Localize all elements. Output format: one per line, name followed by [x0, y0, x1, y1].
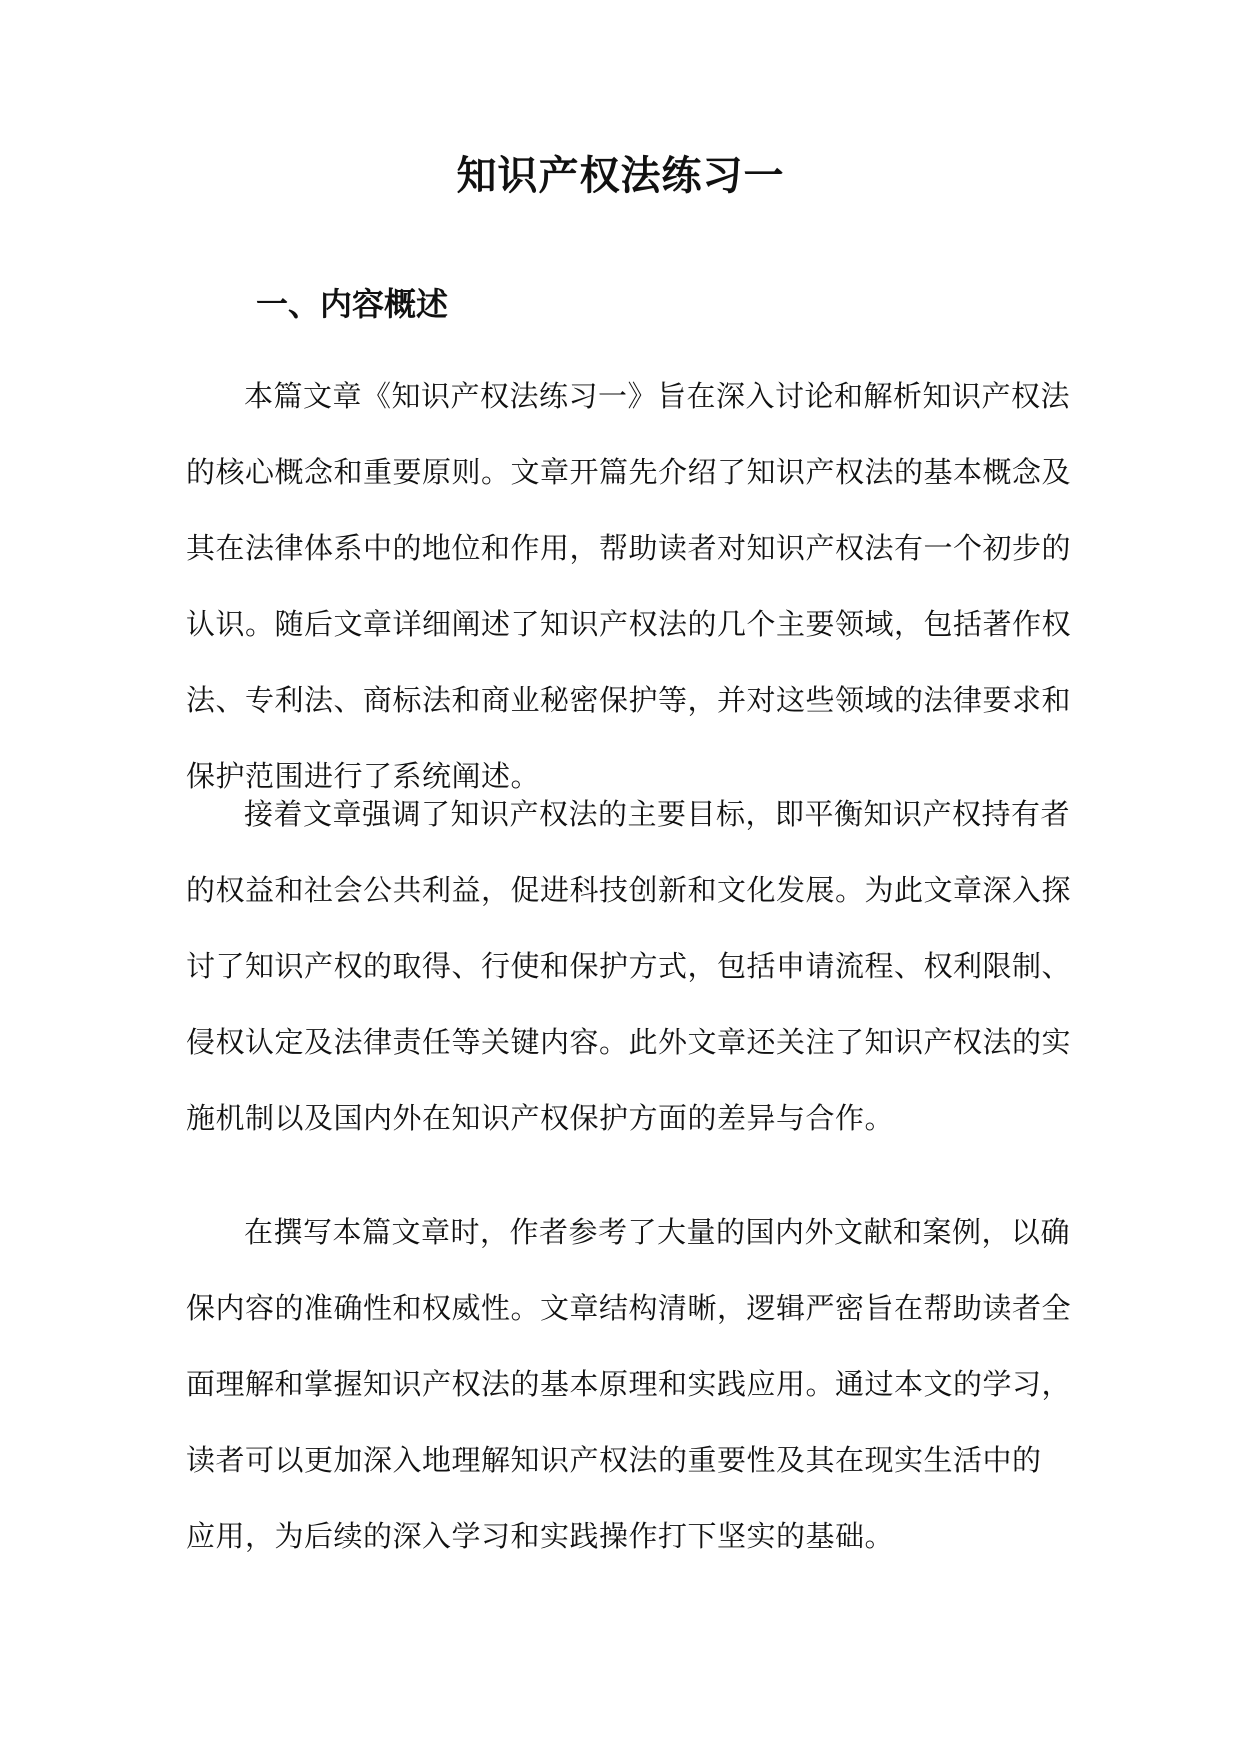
paragraph-line: 其在法律体系中的地位和作用，帮助读者对知识产权法有一个初步的 — [186, 531, 1072, 565]
paragraph-line: 施机制以及国内外在知识产权保护方面的差异与合作。 — [186, 1101, 895, 1135]
paragraph-line: 的权益和社会公共利益，促进科技创新和文化发展。为此文章深入探 — [186, 873, 1072, 907]
paragraph-line: 读者可以更加深入地理解知识产权法的重要性及其在现实生活中的 — [186, 1443, 1042, 1477]
paragraph-line: 认识。随后文章详细阐述了知识产权法的几个主要领域，包括著作权 — [186, 607, 1072, 641]
paragraph-line: 本篇文章《知识产权法练习一》旨在深入讨论和解析知识产权法 — [244, 379, 1071, 413]
paragraph-line: 的核心概念和重要原则。文章开篇先介绍了知识产权法的基本概念及 — [186, 455, 1072, 489]
section-heading: 一、内容概述 — [256, 285, 449, 323]
paragraph-line: 讨了知识产权的取得、行使和保护方式，包括申请流程、权利限制、 — [186, 949, 1072, 983]
paragraph-2 — [186, 776, 1072, 1156]
paragraph-line: 保内容的准确性和权威性。文章结构清晰，逻辑严密旨在帮助读者全 — [186, 1291, 1072, 1325]
paragraph-3 — [186, 1194, 1072, 1574]
paragraph-line: 应用，为后续的深入学习和实践操作打下坚实的基础。 — [186, 1519, 895, 1553]
paragraph-line: 保护范围进行了系统阐述。 — [186, 759, 541, 793]
paragraph-line: 侵权认定及法律责任等关键内容。此外文章还关注了知识产权法的实 — [186, 1025, 1072, 1059]
paragraph-line: 法、专利法、商标法和商业秘密保护等，并对这些领域的法律要求和 — [186, 683, 1072, 717]
paragraph-line: 面理解和掌握知识产权法的基本原理和实践应用。通过本文的学习， — [186, 1367, 1072, 1401]
paragraph-line: 在撰写本篇文章时，作者参考了大量的国内外文献和案例，以确 — [244, 1215, 1071, 1249]
document-title: 知识产权法练习一 — [456, 152, 785, 199]
paragraph-line: 接着文章强调了知识产权法的主要目标，即平衡知识产权持有者 — [244, 797, 1071, 831]
